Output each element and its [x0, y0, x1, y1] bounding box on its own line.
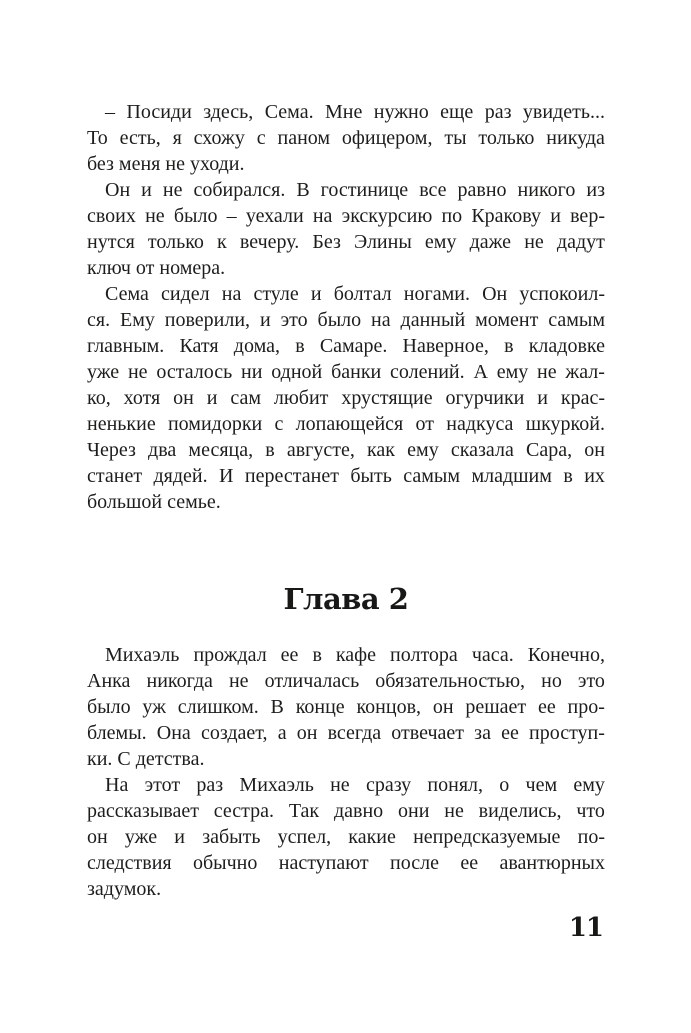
text-line: уже не осталось ни одной банки солений. А ему не жал-	[87, 361, 605, 383]
text-line: На этот раз Михаэль не сразу понял, о чем ему	[105, 774, 605, 796]
text-line: было уж слишком. В конце концов, он решает ее про-	[87, 696, 605, 718]
text-line: он уже и забыть успел, какие непредсказуемые по-	[87, 826, 605, 848]
text-line: ко, хотя он и сам любит хрустящие огурчики и крас-	[87, 387, 605, 409]
page-number: 11	[568, 913, 603, 943]
text-line: станет дядей. И перестанет быть самым младшим в их	[87, 465, 605, 487]
text-line: своих не было – уехали на экскурсию по Кракову и вер-	[87, 205, 605, 227]
text-line: следствия обычно наступают после ее авантюрных	[87, 852, 605, 874]
chapter-heading: Глава 2	[283, 582, 409, 616]
text-line: без меня не уходи.	[87, 153, 245, 175]
body-text-after-heading	[87, 642, 605, 902]
body-text-before-heading	[87, 99, 605, 515]
text-line: рассказывает сестра. Так давно они не виделись, что	[87, 800, 605, 822]
paragraph	[87, 772, 605, 902]
text-line: – Посиди здесь, Сема. Мне нужно еще раз увидеть...	[105, 101, 605, 123]
paragraph	[87, 177, 605, 281]
text-line: задумок.	[87, 878, 162, 900]
text-line: блемы. Она создает, а он всегда отвечает за ее проступ-	[87, 722, 605, 744]
text-line: Сема сидел на стуле и болтал ногами. Он успокоил-	[105, 283, 605, 305]
text-line: ся. Ему поверили, и это было на данный момент самым	[87, 309, 605, 331]
text-line: Михаэль прождал ее в кафе полтора часа. Конечно,	[105, 644, 605, 666]
paragraph	[87, 281, 605, 515]
paragraph	[87, 99, 605, 177]
text-line: Через два месяца, в августе, как ему сказала Сара, он	[87, 439, 605, 461]
text-line: главным. Катя дома, в Самаре. Наверное, в кладовке	[87, 335, 605, 357]
text-line: ки. С детства.	[87, 748, 205, 770]
text-column	[87, 0, 605, 1033]
text-line: большой семье.	[87, 491, 221, 513]
paragraph	[87, 642, 605, 772]
text-line: ключ от номера.	[87, 257, 226, 279]
text-line: ненькие помидорки с лопающейся от надкуса шкуркой.	[87, 413, 605, 435]
text-line: Анка никогда не отличалась обязательностью, но это	[87, 670, 605, 692]
text-line: Он и не собирался. В гостинице все равно никого из	[105, 179, 605, 201]
text-line: То есть, я схожу с паном офицером, ты только никуда	[87, 127, 605, 149]
text-line: нутся только к вечеру. Без Элины ему даже не дадут	[87, 231, 605, 253]
